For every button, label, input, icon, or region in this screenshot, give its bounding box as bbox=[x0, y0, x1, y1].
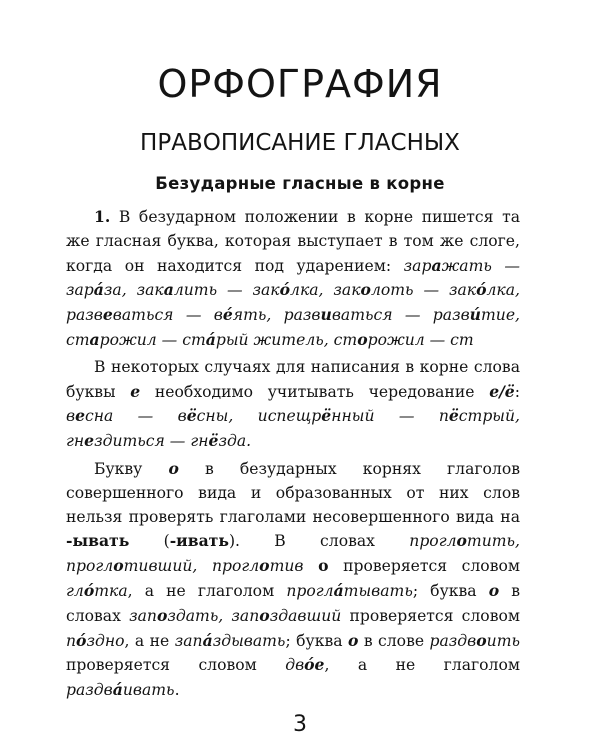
page-number: 3 bbox=[293, 712, 307, 737]
examples: заражать — зарáза, закалить — закóлка, заколоть — закóлка, развеваться — вéять, развиваться — разви́тие, старожил — стáрый житель, сторожил — ст bbox=[66, 255, 521, 349]
rule-number: 1. bbox=[94, 207, 111, 226]
section-title: ПРАВОПИСАНИЕ ГЛАСНЫХ bbox=[140, 130, 460, 156]
paragraph-1: 1. В безударном положении в корне пишется та же гласная буква, которая выступает в том же слоге, когда он находится под ударением: заражать — зарáза, закалить — закóлка, заколоть — закóлка, развеваться — вéять, развиваться — разви́тие, старожил — стáрый житель, сторожил — ст bbox=[66, 207, 521, 349]
paragraph-2: В некоторых случаях для написания в корне слова буквы е необходимо учитывать чередование е/ё: весна — вёсны, испещрённый — пёстрый, гнездиться — гнёзда. bbox=[66, 357, 520, 451]
paragraph-3: Букву о в безударных корнях глаголов совершенного вида и образованных от них слов нельзя проверять глаголами несовершенного вида на -ывать (-ивать). В словах проглотить, проглотивший, проглотив о проверяется словом глóтка, а не глаголом проглáтывать; буква о в словах запоздать, запоздавший проверяется словом пóздно, а не запáздывать; буква о в слове раздвоить проверяется словом двóе, а не глаголом раздвáивать. bbox=[66, 458, 520, 700]
subsection-title: Безударные гласные в корне bbox=[155, 174, 445, 193]
body-text bbox=[66, 205, 520, 703]
page-title: ОРФОГРАФИЯ bbox=[157, 62, 443, 106]
examples: весна — вёсны, испещрённый — пёстрый, гнездиться — гнёзда. bbox=[66, 406, 520, 451]
